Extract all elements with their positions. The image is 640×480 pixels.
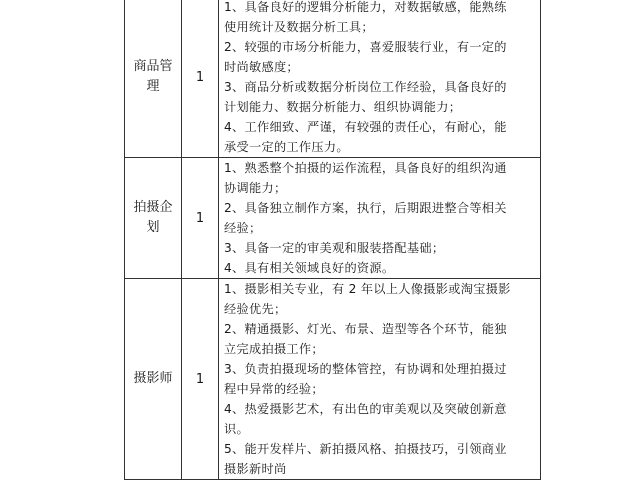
requirement-line: 识。 (224, 422, 249, 436)
requirement-line: 时尚敏感度； (224, 60, 299, 74)
requirements-cell (219, 158, 541, 279)
requirements-cell (219, 279, 541, 480)
table-row (125, 0, 541, 158)
requirement-line: 4、工作细致、严谨，有较强的责任心，有耐心，能 (224, 120, 507, 134)
requirement-line: 2、精通摄影、灯光、布景、造型等各个环节，能独 (224, 322, 507, 336)
requirement-line: 摄影新时尚 (224, 462, 287, 476)
job-requirements-table (124, 0, 541, 480)
requirement-line: 立完成拍摄工作； (224, 342, 324, 356)
requirement-line: 3、具备一定的审美观和服装搭配基础； (224, 241, 445, 255)
requirement-line: 计划能力、数据分析能力、组织协调能力； (224, 100, 462, 114)
requirements-cell (219, 0, 541, 158)
requirement-line: 经验； (224, 221, 262, 235)
position-cell: 摄影师 (125, 279, 182, 480)
requirement-line: 1、熟悉整个拍摄的运作流程，具备良好的组织沟通 (224, 161, 507, 175)
requirement-line: 经验优先； (224, 302, 287, 316)
table-row (125, 279, 541, 480)
requirement-line: 使用统计及数据分析工具； (224, 20, 374, 34)
requirement-line: 承受一定的工作压力。 (224, 140, 349, 154)
requirement-line: 3、负责拍摄现场的整体管控，有协调和处理拍摄过 (224, 362, 507, 376)
headcount-cell: 1 (182, 279, 219, 480)
requirement-line: 1、具备良好的逻辑分析能力，对数据敏感，能熟练 (224, 0, 507, 14)
requirement-line: 3、商品分析或数据分析岗位工作经验，具备良好的 (224, 80, 507, 94)
headcount-cell: 1 (182, 158, 219, 279)
requirement-line: 程中异常的经验； (224, 382, 324, 396)
requirement-line: 4、热爱摄影艺术，有出色的审美观以及突破创新意 (224, 402, 507, 416)
requirement-line: 4、具有相关领域良好的资源。 (224, 261, 395, 275)
position-cell: 拍摄企划 (125, 158, 182, 279)
requirement-line: 协调能力； (224, 181, 287, 195)
headcount-cell: 1 (182, 0, 219, 158)
requirement-line: 2、具备独立制作方案，执行，后期跟进整合等相关 (224, 201, 507, 215)
position-cell: 商品管理 (125, 0, 182, 158)
requirement-line: 5、能开发样片、新拍摄风格、拍摄技巧，引领商业 (224, 442, 507, 456)
requirement-line: 2、较强的市场分析能力，喜爱服装行业，有一定的 (224, 40, 507, 54)
requirement-line: 1、摄影相关专业，有 2 年以上人像摄影或淘宝摄影 (224, 282, 511, 296)
table-row (125, 158, 541, 279)
